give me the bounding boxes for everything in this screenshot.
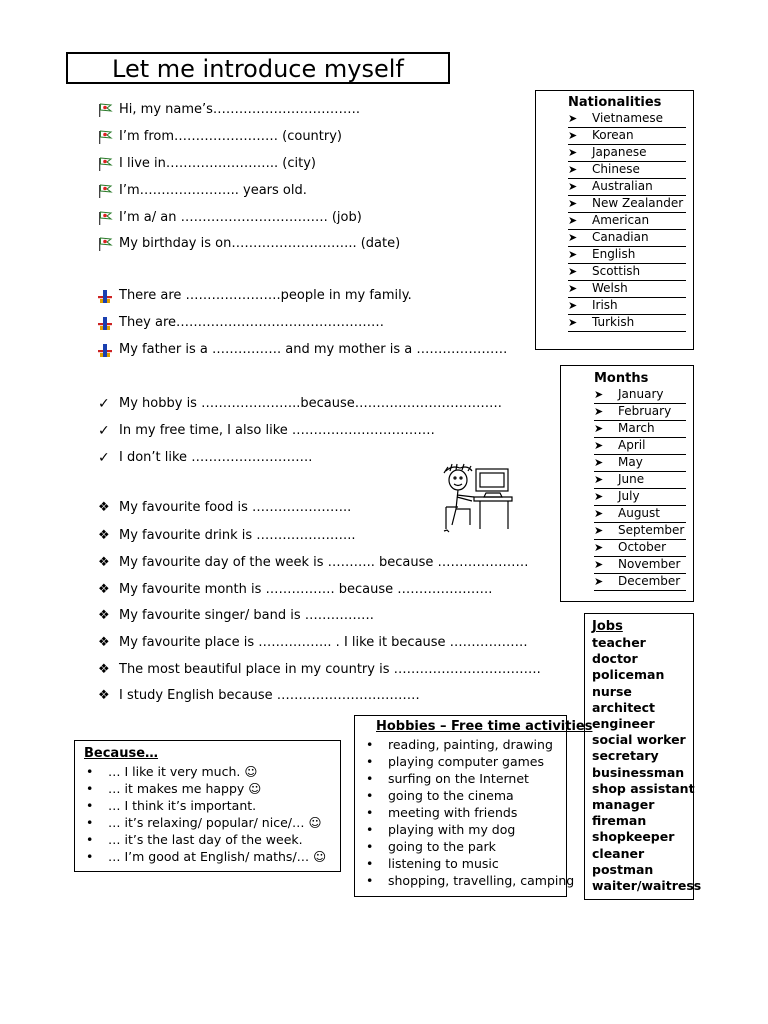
check-icon: ✓ xyxy=(98,450,110,466)
worksheet-line-text: My favourite drink is ………………….. xyxy=(119,528,356,543)
worksheet-line-text: I’m………………….. years old. xyxy=(119,183,307,198)
worksheet-line-text: I don’t like ………………………. xyxy=(119,450,313,465)
nationality-item xyxy=(568,229,686,247)
nationality-item xyxy=(568,127,686,145)
flag-icon xyxy=(97,236,113,252)
diamond-bullet-icon: ❖ xyxy=(98,528,110,543)
job-item: engineer xyxy=(592,716,655,731)
bullet-icon: • xyxy=(366,754,374,769)
family-icon xyxy=(97,315,113,331)
nationality-label: Welsh xyxy=(592,281,628,295)
worksheet-line-text: My favourite food is ………………….. xyxy=(119,500,352,515)
job-item: postman xyxy=(592,861,654,877)
bullet-icon: • xyxy=(366,822,374,837)
hobby-text: shopping, travelling, camping xyxy=(388,873,575,888)
month-item xyxy=(594,573,686,591)
hobby-text: playing computer games xyxy=(388,754,544,769)
hobby-text: listening to music xyxy=(388,856,499,871)
nationality-label: English xyxy=(592,247,636,261)
arrow-bullet-icon: ➤ xyxy=(568,180,578,193)
months-heading: Months xyxy=(594,371,649,386)
nationality-item xyxy=(568,212,686,230)
worksheet-line-text: My father is a ……………. and my mother is a ………………… xyxy=(119,342,508,357)
month-label: May xyxy=(618,455,643,469)
job-item: businessman xyxy=(592,764,685,780)
arrow-bullet-icon: ➤ xyxy=(594,388,604,401)
diamond-bullet-icon: ❖ xyxy=(98,500,110,515)
job-item: shop assistant xyxy=(592,780,695,796)
job-item: fireman xyxy=(592,813,647,829)
flag-icon xyxy=(97,102,113,118)
job-item: teacher xyxy=(592,635,646,650)
diamond-bullet-icon: ❖ xyxy=(98,555,110,570)
nationality-label: Irish xyxy=(592,298,618,312)
worksheet-line-text: Hi, my name’s……………………………. xyxy=(119,102,361,117)
job-item: manager xyxy=(592,797,655,812)
arrow-bullet-icon: ➤ xyxy=(568,146,578,159)
month-label: June xyxy=(618,472,645,486)
job-item: shopkeeper xyxy=(592,829,675,845)
nationality-item xyxy=(568,314,686,332)
diamond-bullet-icon: ❖ xyxy=(98,635,110,650)
family-icon xyxy=(97,288,113,304)
hobby-text: going to the park xyxy=(388,839,496,854)
flag-icon xyxy=(97,210,113,226)
nationality-item xyxy=(568,178,686,196)
flag-icon xyxy=(97,156,113,172)
because-text: … I think it’s important. xyxy=(108,798,257,813)
month-label: July xyxy=(618,489,640,503)
bullet-icon: • xyxy=(366,839,374,854)
worksheet-line-text: They are………………………………………… xyxy=(119,315,385,330)
nationality-item xyxy=(568,246,686,264)
job-item: social worker xyxy=(592,732,686,748)
arrow-bullet-icon: ➤ xyxy=(594,558,604,571)
because-heading: Because… xyxy=(84,746,159,761)
nationality-label: Scottish xyxy=(592,264,641,278)
job-item: nurse xyxy=(592,683,632,699)
bullet-icon: • xyxy=(86,798,94,813)
diamond-bullet-icon: ❖ xyxy=(98,662,110,677)
nationality-item xyxy=(568,263,686,281)
arrow-bullet-icon: ➤ xyxy=(594,473,604,486)
arrow-bullet-icon: ➤ xyxy=(594,507,604,520)
diamond-bullet-icon: ❖ xyxy=(98,688,110,703)
nationality-label: Japanese xyxy=(592,145,647,159)
worksheet-line-text: My favourite day of the week is ……….. because ………………… xyxy=(119,555,529,570)
worksheet-line-text: My favourite singer/ band is ……………. xyxy=(119,608,374,623)
worksheet-line-text: I’m from…………………… (country) xyxy=(119,129,343,144)
nationality-label: Korean xyxy=(592,128,634,142)
nationality-item xyxy=(568,280,686,298)
month-label: December xyxy=(618,574,681,588)
month-item xyxy=(594,437,686,455)
arrow-bullet-icon: ➤ xyxy=(568,163,578,176)
worksheet-line-text: My birthday is on……………………….. (date) xyxy=(119,236,401,251)
bullet-icon: • xyxy=(86,781,94,796)
month-label: February xyxy=(618,404,672,418)
arrow-bullet-icon: ➤ xyxy=(568,197,578,210)
month-item xyxy=(594,403,686,421)
month-label: August xyxy=(618,506,660,520)
hobby-text: going to the cinema xyxy=(388,788,514,803)
because-text: … it’s relaxing/ popular/ nice/… ☺ xyxy=(108,815,322,830)
nationality-item xyxy=(568,195,686,213)
job-item: cleaner xyxy=(592,845,645,861)
worksheet-line-text: There are ………………….people in my family. xyxy=(119,288,412,303)
month-item xyxy=(594,539,686,557)
month-label: January xyxy=(618,387,664,401)
person-at-computer-icon xyxy=(438,463,516,539)
because-text: … I like it very much. ☺ xyxy=(108,764,258,779)
check-icon: ✓ xyxy=(98,396,110,412)
worksheet-line-text: My favourite month is ……………. because …………………. xyxy=(119,582,493,597)
arrow-bullet-icon: ➤ xyxy=(568,231,578,244)
arrow-bullet-icon: ➤ xyxy=(594,456,604,469)
family-icon xyxy=(97,342,113,358)
job-item: doctor xyxy=(592,651,638,667)
bullet-icon: • xyxy=(366,805,374,820)
worksheet-line-text: I’m a/ an ……………………………. (job) xyxy=(119,210,362,225)
because-text: … it makes me happy ☺ xyxy=(108,781,262,796)
arrow-bullet-icon: ➤ xyxy=(568,316,578,329)
worksheet-line-text: In my free time, I also like …………………………… xyxy=(119,423,435,438)
check-icon: ✓ xyxy=(98,423,110,439)
hobby-text: meeting with friends xyxy=(388,805,518,820)
arrow-bullet-icon: ➤ xyxy=(568,265,578,278)
job-item: secretary xyxy=(592,748,659,764)
arrow-bullet-icon: ➤ xyxy=(594,422,604,435)
arrow-bullet-icon: ➤ xyxy=(594,575,604,588)
worksheet-line-text: My favourite place is …………….. . I like it because ……………… xyxy=(119,635,528,650)
nationality-label: Turkish xyxy=(592,315,635,329)
arrow-bullet-icon: ➤ xyxy=(594,490,604,503)
nationality-item xyxy=(568,297,686,315)
arrow-bullet-icon: ➤ xyxy=(568,282,578,295)
because-text: … I’m good at English/ maths/… ☺ xyxy=(108,849,327,864)
job-item: waiter/waitress xyxy=(592,878,702,893)
worksheet-line-text: The most beautiful place in my country is ……………………………. xyxy=(119,662,541,677)
month-item xyxy=(594,454,686,472)
bullet-icon: • xyxy=(86,849,94,864)
diamond-bullet-icon: ❖ xyxy=(98,608,110,623)
arrow-bullet-icon: ➤ xyxy=(594,439,604,452)
hobby-text: playing with my dog xyxy=(388,822,516,837)
hobbies-heading: Hobbies – Free time activities xyxy=(376,719,593,734)
arrow-bullet-icon: ➤ xyxy=(594,524,604,537)
worksheet-line-text: My hobby is …………………..because……………………………. xyxy=(119,396,502,411)
bullet-icon: • xyxy=(366,788,374,803)
flag-icon xyxy=(97,183,113,199)
because-text: … it’s the last day of the week. xyxy=(108,832,303,847)
month-item xyxy=(594,471,686,489)
nationality-label: American xyxy=(592,213,650,227)
nationality-item xyxy=(568,144,686,162)
diamond-bullet-icon: ❖ xyxy=(98,582,110,597)
bullet-icon: • xyxy=(366,737,374,752)
hobby-text: surfing on the Internet xyxy=(388,771,529,786)
nationalities-heading: Nationalities xyxy=(568,95,662,110)
bullet-icon: • xyxy=(366,873,374,888)
month-item xyxy=(594,386,686,404)
nationality-item xyxy=(568,161,686,179)
arrow-bullet-icon: ➤ xyxy=(594,541,604,554)
month-item xyxy=(594,420,686,438)
arrow-bullet-icon: ➤ xyxy=(568,299,578,312)
month-label: April xyxy=(618,438,646,452)
nationality-label: Canadian xyxy=(592,230,649,244)
month-label: March xyxy=(618,421,655,435)
worksheet-line-text: I live in…………………….. (city) xyxy=(119,156,316,171)
month-item xyxy=(594,505,686,523)
month-label: November xyxy=(618,557,681,571)
nationality-label: New Zealander xyxy=(592,196,684,210)
flag-icon xyxy=(97,129,113,145)
month-item xyxy=(594,556,686,574)
nationality-label: Vietnamese xyxy=(592,111,664,125)
bullet-icon: • xyxy=(86,815,94,830)
month-item xyxy=(594,522,686,540)
arrow-bullet-icon: ➤ xyxy=(568,214,578,227)
jobs-heading: Jobs xyxy=(592,619,623,634)
bullet-icon: • xyxy=(366,856,374,871)
arrow-bullet-icon: ➤ xyxy=(568,112,578,125)
arrow-bullet-icon: ➤ xyxy=(594,405,604,418)
month-label: October xyxy=(618,540,667,554)
nationality-label: Chinese xyxy=(592,162,640,176)
job-item: policeman xyxy=(592,667,665,683)
nationality-item xyxy=(568,110,686,128)
bullet-icon: • xyxy=(86,764,94,779)
bullet-icon: • xyxy=(86,832,94,847)
page-title: Let me introduce myself xyxy=(66,52,450,84)
worksheet-line-text: I study English because …………………………… xyxy=(119,688,420,703)
month-label: September xyxy=(618,523,685,537)
hobby-text: reading, painting, drawing xyxy=(388,737,553,752)
job-item: architect xyxy=(592,699,656,715)
arrow-bullet-icon: ➤ xyxy=(568,248,578,261)
nationality-label: Australian xyxy=(592,179,653,193)
bullet-icon: • xyxy=(366,771,374,786)
month-item xyxy=(594,488,686,506)
arrow-bullet-icon: ➤ xyxy=(568,129,578,142)
